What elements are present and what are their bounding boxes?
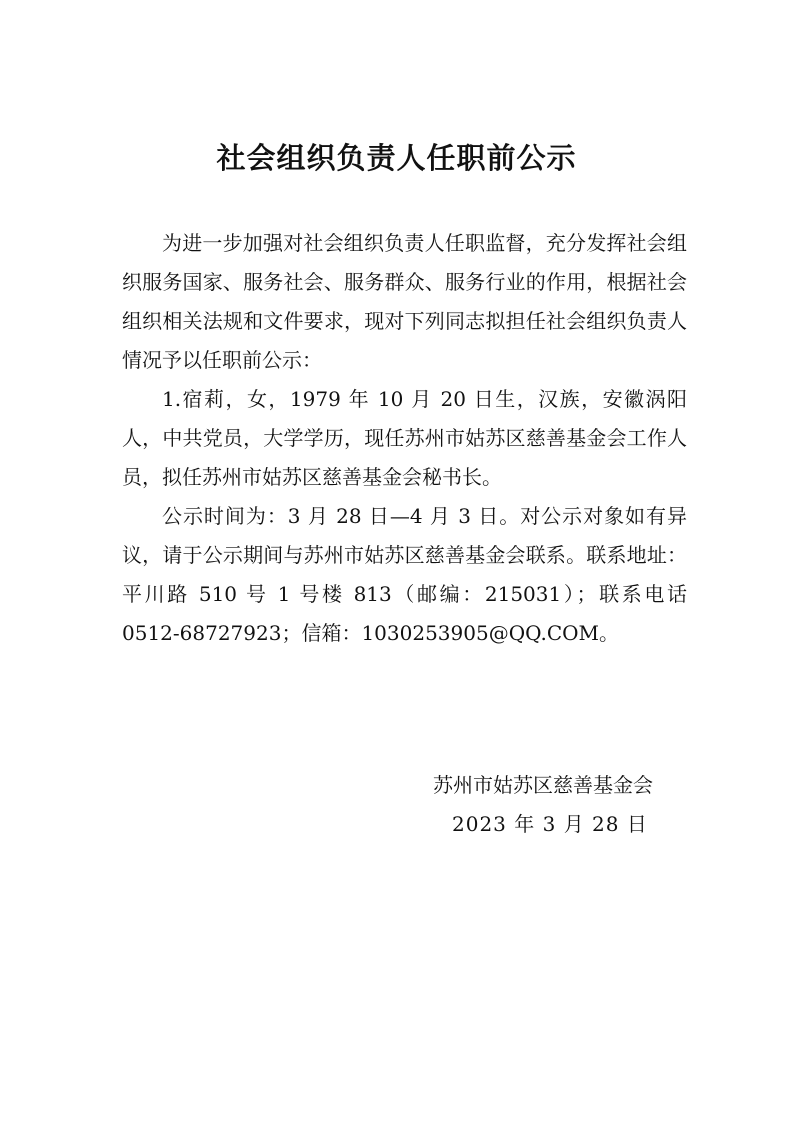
signature-organization: 苏州市姑苏区慈善基金会 [433,773,653,797]
signature-date: 2023 年 3 月 28 日 [452,812,648,836]
paragraph-candidate: 1.宿莉，女，1979 年 10 月 20 日生，汉族，安徽涡阳人，中共党员，大学学历，现任苏州市姑苏区慈善基金会工作人员，拟任苏州市姑苏区慈善基金会秘书长。 [122,387,687,489]
paragraph-intro: 为进一步加强对社会组织负责人任职监督，充分发挥社会组织服务国家、服务社会、服务群众、服务行业的作用，根据社会组织相关法规和文件要求，现对下列同志拟担任社会组织负责人情况予以任职前公示： [122,231,687,372]
document-body [122,224,687,653]
paragraph-contact: 公示时间为：3 月 28 日—4 月 3 日。对公示对象如有异议，请于公示期间与苏州市姑苏区慈善基金会联系。联系地址：平川路 510 号 1 号楼 813（邮编：215031）；联系电话 0512-68727923；信箱：1030253905@QQ.COM。 [122,504,687,645]
document-title: 社会组织负责人任职前公示 [216,141,577,175]
